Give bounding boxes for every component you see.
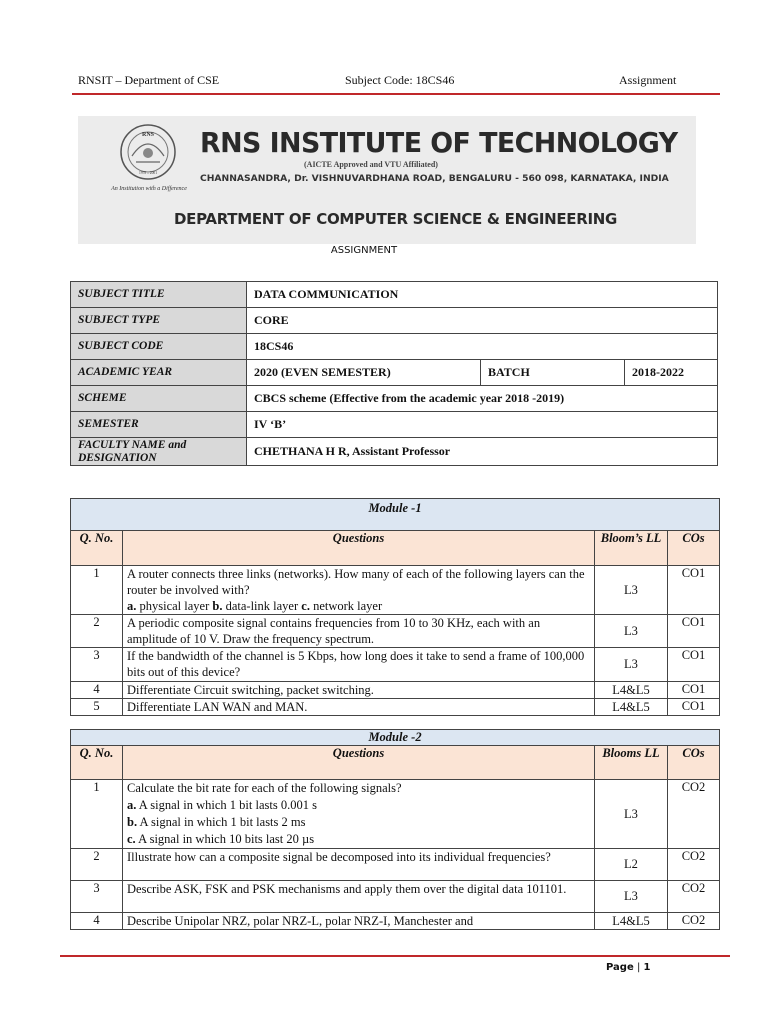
table-row xyxy=(71,566,720,615)
institute-address: CHANNASANDRA, Dr. VISHNUVARDHANA ROAD, BENGALURU - 560 098, KARNATAKA, INDIA xyxy=(200,173,669,184)
option-text: A signal in which 1 bit lasts 0.001 s xyxy=(136,798,317,812)
table-row xyxy=(71,648,720,682)
blooms-level: L3 xyxy=(595,615,668,648)
question-number: 3 xyxy=(71,648,123,682)
info-label: SEMESTER xyxy=(71,412,247,438)
blooms-level: L3 xyxy=(595,648,668,682)
table-row xyxy=(71,308,718,334)
table-row xyxy=(71,386,718,412)
question-text-main: Calculate the bit rate for each of the following signals? xyxy=(127,781,402,795)
info-label: SCHEME xyxy=(71,386,247,412)
header-rule xyxy=(72,93,720,95)
module-title: Module -2 xyxy=(71,730,720,746)
course-outcome: CO2 xyxy=(668,913,720,930)
table-row xyxy=(71,412,718,438)
module-1-table xyxy=(70,498,720,716)
blooms-level: L4&L5 xyxy=(595,699,668,716)
question-number: 4 xyxy=(71,682,123,699)
option-text: A signal in which 1 bit lasts 2 ms xyxy=(137,815,306,829)
info-value: CHETHANA H R, Assistant Professor xyxy=(247,438,718,466)
course-outcome: CO2 xyxy=(668,849,720,881)
blooms-level: L4&L5 xyxy=(595,682,668,699)
info-label-batch: BATCH xyxy=(481,360,625,386)
table-row xyxy=(71,438,718,466)
col-q-no: Q. No. xyxy=(71,746,123,780)
blooms-level: L3 xyxy=(595,780,668,849)
institute-name: RNS INSTITUTE OF TECHNOLOGY xyxy=(200,126,678,159)
info-value: 2020 (EVEN SEMESTER) xyxy=(247,360,481,386)
question-number: 4 xyxy=(71,913,123,930)
header-right: Assignment xyxy=(619,73,677,87)
table-row xyxy=(71,360,718,386)
info-value: CBCS scheme (Effective from the academic year 2018 -2019) xyxy=(247,386,718,412)
aicte-note: (AICTE Approved and VTU Affiliated) xyxy=(304,160,438,169)
question-text: Differentiate Circuit switching, packet switching. xyxy=(123,682,595,699)
question-number: 2 xyxy=(71,849,123,881)
page-number: 1 xyxy=(643,962,651,973)
table-row xyxy=(71,615,720,648)
course-outcome: CO2 xyxy=(668,780,720,849)
col-questions: Questions xyxy=(123,746,595,780)
page-footer xyxy=(606,962,650,973)
question-number: 1 xyxy=(71,566,123,615)
question-text: Describe Unipolar NRZ, polar NRZ-L, polar NRZ-I, Manchester and xyxy=(123,913,595,930)
table-row xyxy=(71,913,720,930)
course-outcome: CO2 xyxy=(668,881,720,913)
page-label: Page xyxy=(606,962,634,973)
logo-year: 1978 – 2001 xyxy=(139,171,157,175)
question-number: 2 xyxy=(71,615,123,648)
question-number: 1 xyxy=(71,780,123,849)
subject-info-table xyxy=(70,281,718,466)
blooms-level: L4&L5 xyxy=(595,913,668,930)
option-label: a. xyxy=(127,798,137,812)
course-outcome: CO1 xyxy=(668,615,720,648)
question-text: Describe ASK, FSK and PSK mechanisms and apply them over the digital data 101101. xyxy=(123,881,595,913)
module-title: Module -1 xyxy=(71,499,720,531)
option-label: c. xyxy=(127,832,136,846)
question-text: If the bandwidth of the channel is 5 Kbps, how long does it take to send a frame of 100,000 bits out of this device? xyxy=(123,648,595,682)
option-text: A signal in which 10 bits last 20 µs xyxy=(135,832,315,846)
header-center: Subject Code: 18CS46 xyxy=(345,73,455,87)
question-text: Illustrate how can a composite signal be decomposed into its individual frequencies? xyxy=(123,849,595,881)
blooms-level: L2 xyxy=(595,849,668,881)
module-2-table xyxy=(70,729,720,930)
question-text-main: A router connects three links (networks). How many of each of the following layers can the router be involved with? xyxy=(127,567,585,597)
table-row xyxy=(71,334,718,360)
info-value-batch: 2018-2022 xyxy=(625,360,718,386)
document-title: ASSIGNMENT xyxy=(330,245,398,256)
course-outcome: CO1 xyxy=(668,699,720,716)
info-label: SUBJECT TITLE xyxy=(71,282,247,308)
info-value: 18CS46 xyxy=(247,334,718,360)
department-name: DEPARTMENT OF COMPUTER SCIENCE & ENGINEERING xyxy=(174,210,618,228)
question-number: 3 xyxy=(71,881,123,913)
question-text xyxy=(123,566,595,615)
info-label: FACULTY NAME and DESIGNATION xyxy=(71,438,247,466)
logo-motto: An Institution with a Difference xyxy=(111,186,187,192)
col-cos: COs xyxy=(668,531,720,566)
question-text: Differentiate LAN WAN and MAN. xyxy=(123,699,595,716)
col-q-no: Q. No. xyxy=(71,531,123,566)
table-row xyxy=(71,682,720,699)
table-row xyxy=(71,849,720,881)
option-text: network layer xyxy=(309,599,383,613)
course-outcome: CO1 xyxy=(668,566,720,615)
option-label: b. xyxy=(212,599,223,613)
option-label: c. xyxy=(301,599,310,613)
page-separator: | xyxy=(636,962,641,973)
table-row xyxy=(71,282,718,308)
option-text: data-link layer xyxy=(222,599,302,613)
col-questions: Questions xyxy=(123,531,595,566)
option-label: a. xyxy=(127,599,137,613)
course-outcome: CO1 xyxy=(668,648,720,682)
col-blooms: Blooms LL xyxy=(595,746,668,780)
table-row xyxy=(71,780,720,849)
header-left: RNSIT – Department of CSE xyxy=(78,73,220,87)
blooms-level: L3 xyxy=(595,881,668,913)
col-cos: COs xyxy=(668,746,720,780)
info-label: ACADEMIC YEAR xyxy=(71,360,247,386)
info-label: SUBJECT CODE xyxy=(71,334,247,360)
blooms-level: L3 xyxy=(595,566,668,615)
option-text: physical layer xyxy=(136,599,213,613)
table-row xyxy=(71,881,720,913)
running-header xyxy=(0,73,768,91)
question-text xyxy=(123,780,595,849)
table-row xyxy=(71,699,720,716)
institute-banner xyxy=(78,116,696,244)
logo-text: RNS xyxy=(141,132,155,138)
question-text: A periodic composite signal contains frequencies from 10 to 30 KHz, each with an amplitude of 10 V. Draw the frequency spectrum. xyxy=(123,615,595,648)
info-value: IV ‘B’ xyxy=(247,412,718,438)
info-value: CORE xyxy=(247,308,718,334)
option-label: b. xyxy=(127,815,138,829)
info-value: DATA COMMUNICATION xyxy=(247,282,718,308)
course-outcome: CO1 xyxy=(668,682,720,699)
col-blooms: Bloom’s LL xyxy=(595,531,668,566)
institute-logo-icon xyxy=(118,122,178,182)
question-number: 5 xyxy=(71,699,123,716)
footer-rule xyxy=(60,955,730,957)
info-label: SUBJECT TYPE xyxy=(71,308,247,334)
